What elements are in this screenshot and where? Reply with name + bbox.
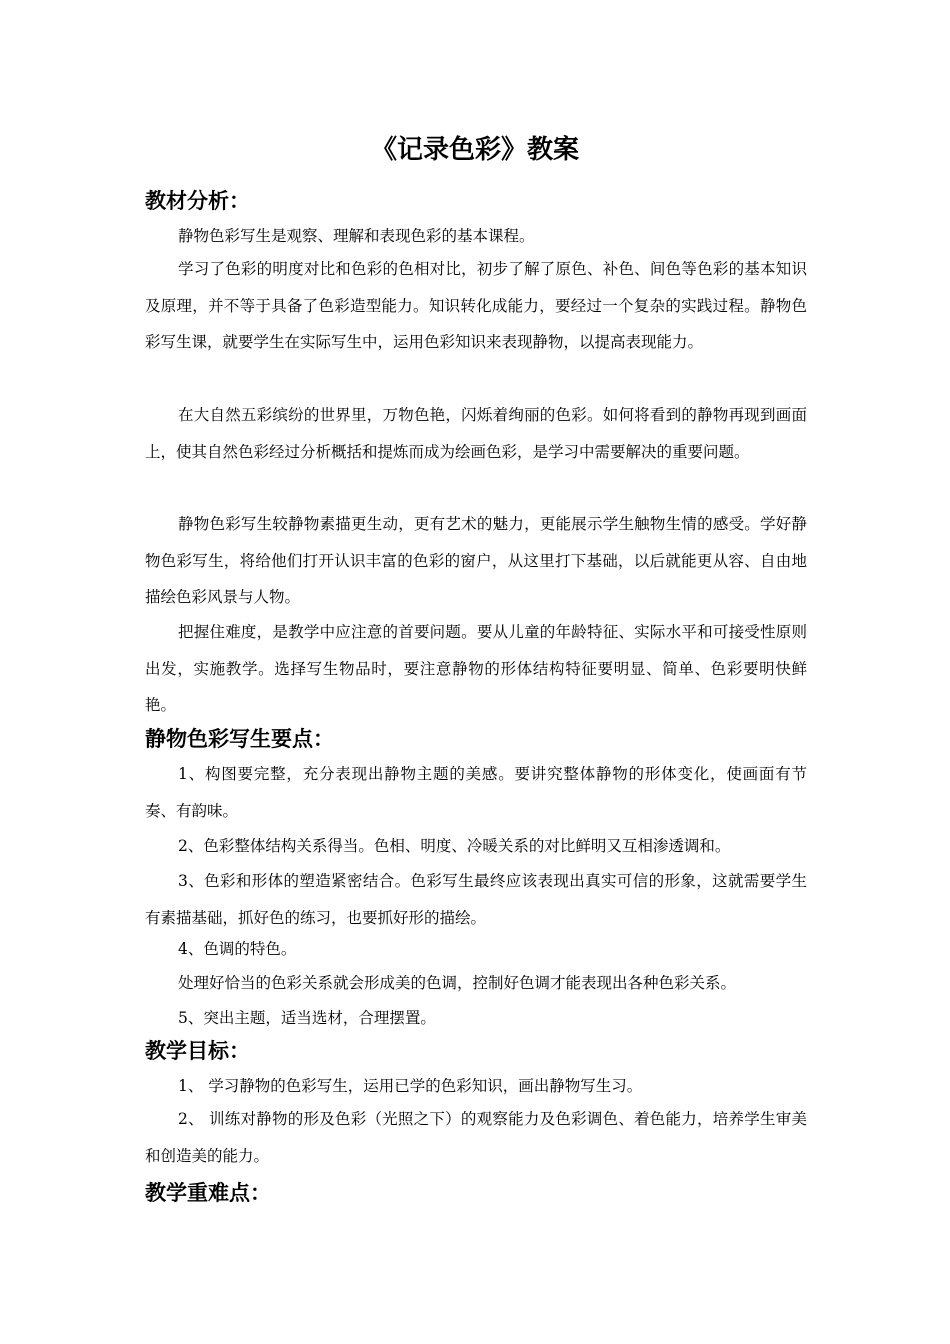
section-heading-keypoints: 静物色彩写生要点： (145, 726, 334, 751)
list-item: 2、 训练对静物的形及色彩（光照之下）的观察能力及色彩调色、着色能力，培养学生审美和创造美的能力。 (145, 1110, 807, 1165)
section-heading-analysis: 教材分析： (145, 188, 250, 213)
section-heading-goals: 教学目标： (145, 1038, 250, 1063)
list-item: 1、构图要完整，充分表现出静物主题的美感。要讲究整体静物的形体变化，使画面有节奏、有韵味。 (145, 765, 807, 820)
paragraph: 把握住难度，是教学中应注意的首要问题。要从儿童的年龄特征、实际水平和可接受性原则出发，实施教学。选择写生物品时，要注意静物的形体结构特征要明显、简单、色彩要明快鲜艳。 (145, 623, 807, 714)
paragraph: 静物色彩写生是观察、理解和表现色彩的基本课程。 (178, 227, 535, 245)
list-item: 1、 学习静物的色彩写生，运用已学的色彩知识，画出静物写生习。 (178, 1077, 643, 1095)
list-item: 3、色彩和形体的塑造紧密结合。色彩写生最终应该表现出真实可信的形象，这就需要学生有素描基础，抓好色的练习，也要抓好形的描绘。 (145, 872, 807, 927)
paragraph: 静物色彩写生较静物素描更生动，更有艺术的魅力，更能展示学生触物生情的感受。学好静物色彩写生，将给他们打开认识丰富的色彩的窗户，从这里打下基础，以后就能更从容、自由地描绘色彩风景与人物。 (145, 515, 807, 606)
document-title: 《记录色彩》教案 (370, 135, 579, 165)
list-item: 5、突出主题，适当选材，合理摆置。 (178, 1009, 436, 1027)
paragraph: 处理好恰当的色彩关系就会形成美的色调，控制好色调才能表现出各种色彩关系。 (178, 974, 737, 992)
paragraph: 在大自然五彩缤纷的世界里，万物色艳，闪烁着绚丽的色彩。如何将看到的静物再现到画面上，使其自然色彩经过分析概括和提炼而成为绘画色彩，是学习中需要解决的重要问题。 (145, 406, 807, 461)
section-heading-difficulties: 教学重难点： (145, 1180, 271, 1205)
list-item: 4、色调的特色。 (178, 940, 297, 958)
paragraph: 学习了色彩的明度对比和色彩的色相对比，初步了解了原色、补色、间色等色彩的基本知识及原理，并不等于具备了色彩造型能力。知识转化成能力，要经过一个复杂的实践过程。静物色彩写生课，就要学生在实际写生中，运用色彩知识来表现静物，以提高表现能力。 (145, 260, 807, 351)
list-item: 2、色彩整体结构关系得当。色相、明度、冷暖关系的对比鲜明又互相渗透调和。 (178, 837, 731, 855)
